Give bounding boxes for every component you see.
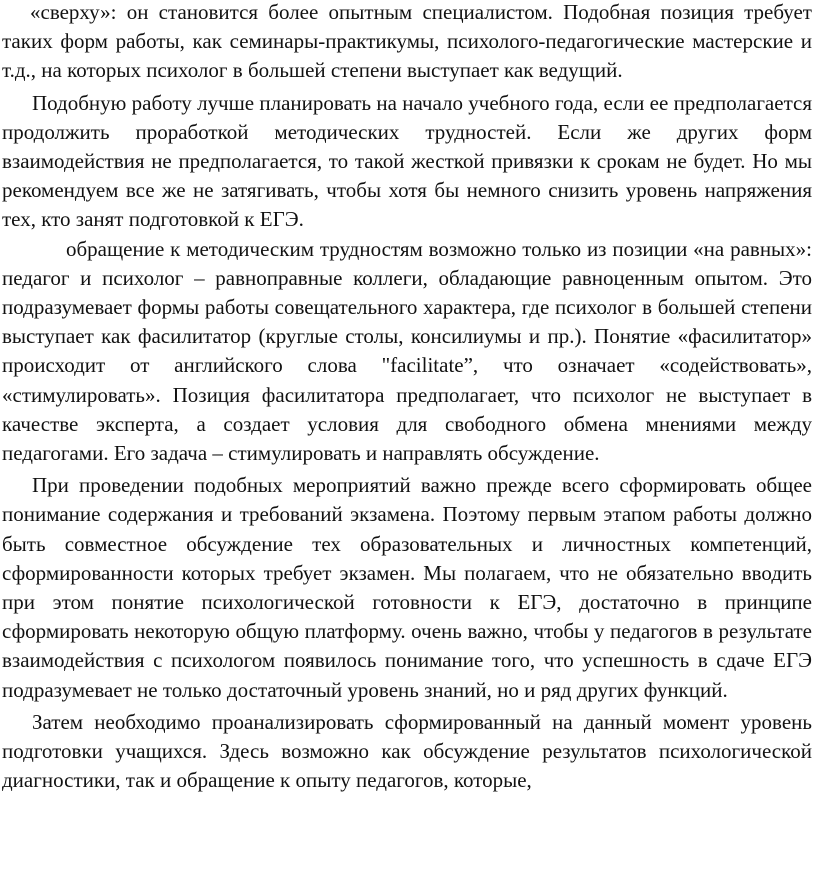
paragraph-5: Затем необходимо проанализировать сформированный на данный момент уровень подготовки учащихся. Здесь возможно как обсуждение результатов психологической диагностики, так и обращение к опыту педагогов, которые, — [2, 709, 812, 793]
paragraph-3: обращение к методическим трудностям возможно только из позиции «на равных»: педагог и психолог – равноправные коллеги, обладающие равноценным опытом. Это подразумевает формы работы совещательного характера, где психолог в большей степени выступает как фасилитатор (круглые столы, консилиумы и пр.). Понятие «фасилитатор» происходит от английского слова "facilitate”, что означает «содействовать», «стимулировать». Позиция фасилитатора предполагает, что психолог не выступает в качестве эксперта, а создает условия для свободного обмена мнениями между педагогами. Его задача – стимулировать и направлять обсуждение. — [2, 236, 812, 466]
paragraph-1: «сверху»: он становится более опытным специалистом. Подобная позиция требует таких форм работы, как семинары-практикумы, психолого-педагогические мастерские и т.д., на которых психолог в большей степени выступает как ведущий. — [2, 0, 812, 83]
paragraph-4: При проведении подобных мероприятий важно прежде всего сформировать общее понимание содержания и требований экзамена. Поэтому первым этапом работы должно быть совместное обсуждение тех образовательных и личностных компетенций, сформированности которых требует экзамен. Мы полагаем, что не обязательно вводить при этом понятие психологической готовности к ЕГЭ, достаточно в принципе сформировать некоторую общую платформу. очень важно, чтобы у педагогов в результате взаимодействия с психологом появилось понимание того, что успешность в сдаче ЕГЭ подразумевает не только достаточный уровень знаний, но и ряд других функций. — [2, 473, 812, 702]
paragraph-2: Подобную работу лучше планировать на начало учебного года, если ее предполагается продолжить проработкой методических трудностей. Если же других форм взаимодействия не предполагается, то такой жесткой привязки к срокам не будет. Но мы рекомендуем все же не затягивать, чтобы хотя бы немного снизить уровень напряжения тех, кто занят подготовкой к ЕГЭ. — [2, 90, 812, 232]
